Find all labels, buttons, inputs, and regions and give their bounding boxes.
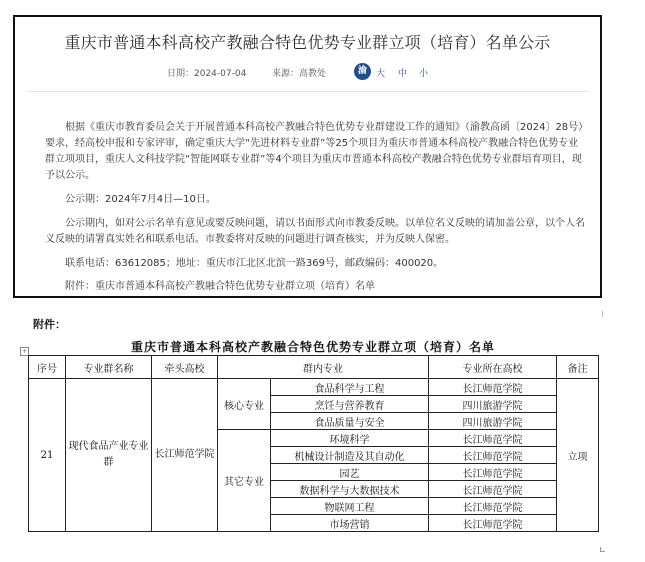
notice-title: 重庆市普通本科高校产教融合特色优势专业群立项（培育）名单公示 (64, 33, 551, 52)
other-majors-label: 其它专业 (218, 430, 271, 532)
major-cell: 食品科学与工程 (271, 379, 429, 396)
school-cell: 长江师范学院 (429, 515, 557, 532)
major-cell: 环境科学 (271, 430, 429, 447)
font-size-medium-button[interactable]: 中 (398, 69, 408, 79)
school-cell: 四川旅游学院 (429, 396, 557, 413)
notice-panel (13, 15, 602, 298)
major-cell: 烹饪与营养教育 (271, 396, 429, 413)
school-cell: 长江师范学院 (429, 379, 557, 396)
notice-paragraph-basis: 根据《重庆市教育委员会关于开展普通本科高校产教融合特色优势专业群建设工作的通知》（渝教高函〔2024〕28号）要求，经高校申报和专家评审，确定重庆大学“先进材料专业群”等25个项目为重庆市普通本科高校产教融合特色优势专业群立项项目，重庆人文科技学院“智能网联专业群”等4个项目为重庆市普通本科高校产教融合特色优势专业群培育项目，现予以公示。 (45, 122, 584, 181)
header-school: 专业所在高校 (429, 356, 557, 379)
school-cell: 长江师范学院 (429, 481, 557, 498)
table-row (29, 379, 599, 396)
school-cell: 四川旅游学院 (429, 413, 557, 430)
notice-paragraph-attachment: 附件：重庆市普通本科高校产教融合特色优势专业群立项（培育）名单 (65, 281, 375, 292)
font-size-large-button[interactable]: 大 (376, 69, 386, 79)
record-group: 现代食品产业专业群 (66, 379, 152, 532)
record-no: 21 (29, 379, 66, 532)
core-majors-label: 核心专业 (218, 379, 271, 430)
record-note: 立项 (557, 379, 599, 532)
table-title: 重庆市普通本科高校产教融合特色优势专业群立项（培育）名单 (130, 340, 495, 354)
site-logo-icon: 渝 (354, 63, 371, 80)
header-group: 专业群名称 (66, 356, 152, 379)
major-cell: 机械设计制造及其自动化 (271, 447, 429, 464)
major-cell: 园艺 (271, 464, 429, 481)
header-majors: 群内专业 (218, 356, 429, 379)
school-cell: 长江师范学院 (429, 430, 557, 447)
school-cell: 长江师范学院 (429, 464, 557, 481)
major-cell: 物联网工程 (271, 498, 429, 515)
header-no: 序号 (29, 356, 66, 379)
table-move-handle-icon[interactable]: + (21, 348, 28, 355)
publish-source: 来源：高教处 (272, 69, 327, 79)
table-end-mark (600, 547, 605, 552)
school-cell: 长江师范学院 (429, 447, 557, 464)
table-header-row (29, 356, 599, 379)
header-note: 备注 (557, 356, 599, 379)
notice-paragraph-feedback: 公示期内，如对公示名单有意见或要反映问题，请以书面形式向市教委反映。以单位名义反映的请加盖公章，以个人名义反映的请署真实姓名和联系电话。市教委将对反映的问题进行调查核实，并为反映人保密。 (45, 218, 585, 245)
project-table (28, 355, 599, 532)
notice-meta (15, 63, 600, 81)
major-cell: 食品质量与安全 (271, 413, 429, 430)
title-divider (27, 91, 588, 92)
school-cell: 长江师范学院 (429, 498, 557, 515)
notice-paragraph-period: 公示期：2024年7月4日—10日。 (65, 194, 216, 205)
record-lead: 长江师范学院 (152, 379, 218, 532)
header-lead: 牵头高校 (152, 356, 218, 379)
attachment-heading: 附件： (33, 318, 66, 331)
major-cell: 市场营销 (271, 515, 429, 532)
page-corner-mark (602, 311, 607, 317)
major-cell: 数据科学与大数据技术 (271, 481, 429, 498)
publish-date: 日期：2024-07-04 (167, 69, 247, 79)
font-size-small-button[interactable]: 小 (419, 69, 429, 79)
notice-paragraph-contact: 联系电话：63612085；地址：重庆市江北区北滨一路369号，邮政编码：400020。 (65, 258, 444, 269)
